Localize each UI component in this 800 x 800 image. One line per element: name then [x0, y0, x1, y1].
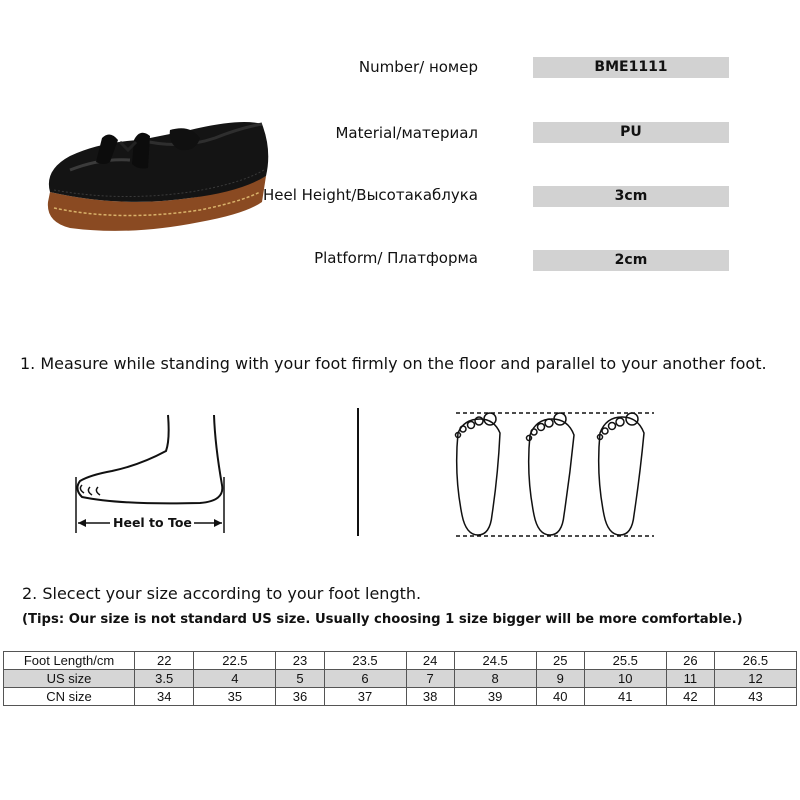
- table-cell: 10: [584, 670, 666, 688]
- step1-instruction: 1. Measure while standing with your foot firmly on the floor and parallel to your another foot.: [20, 354, 767, 373]
- table-cell: 4: [194, 670, 276, 688]
- table-cell: 22.5: [194, 652, 276, 670]
- table-cell: 8: [454, 670, 536, 688]
- shoe-image: [40, 110, 280, 240]
- size-tips: (Tips: Our size is not standard US size. Usually choosing 1 size bigger will be more comfortable.): [22, 612, 743, 627]
- table-cell: 26.5: [714, 652, 796, 670]
- row-header: CN size: [4, 688, 135, 706]
- spec-value-heel-height: 3cm: [533, 186, 729, 207]
- spec-label-platform: Platform/ Платформа: [314, 249, 478, 267]
- table-cell: 35: [194, 688, 276, 706]
- table-cell: 40: [536, 688, 584, 706]
- table-cell: 24.5: [454, 652, 536, 670]
- table-row: [4, 670, 797, 688]
- table-cell: 9: [536, 670, 584, 688]
- spec-value-platform: 2cm: [533, 250, 729, 271]
- heel-to-toe-label: Heel to Toe: [113, 515, 192, 530]
- table-cell: 41: [584, 688, 666, 706]
- table-cell: 26: [666, 652, 714, 670]
- spec-label-material: Material/материал: [335, 124, 478, 142]
- table-cell: 22: [135, 652, 194, 670]
- row-header: Foot Length/cm: [4, 652, 135, 670]
- table-cell: 3.5: [135, 670, 194, 688]
- table-cell: 37: [324, 688, 406, 706]
- table-cell: 7: [406, 670, 454, 688]
- diagram-divider: [357, 408, 359, 536]
- table-cell: 25: [536, 652, 584, 670]
- table-cell: 23.5: [324, 652, 406, 670]
- table-cell: 39: [454, 688, 536, 706]
- table-cell: 38: [406, 688, 454, 706]
- table-row: [4, 652, 797, 670]
- spec-value-number: BME1111: [533, 57, 729, 78]
- table-cell: 25.5: [584, 652, 666, 670]
- table-cell: 36: [276, 688, 324, 706]
- table-cell: 34: [135, 688, 194, 706]
- foot-top-diagram: [450, 405, 660, 545]
- table-cell: 11: [666, 670, 714, 688]
- spec-value-material: PU: [533, 122, 729, 143]
- table-cell: 42: [666, 688, 714, 706]
- size-table: [3, 651, 797, 706]
- step2-instruction: 2. Slecect your size according to your foot length.: [22, 584, 422, 603]
- table-row: [4, 688, 797, 706]
- spec-label-number: Number/ номер: [358, 58, 478, 76]
- table-cell: 23: [276, 652, 324, 670]
- spec-label-heel-height: Heel Height/Высотакаблука: [262, 186, 478, 204]
- row-header: US size: [4, 670, 135, 688]
- table-cell: 6: [324, 670, 406, 688]
- table-cell: 43: [714, 688, 796, 706]
- table-cell: 5: [276, 670, 324, 688]
- table-cell: 24: [406, 652, 454, 670]
- table-cell: 12: [714, 670, 796, 688]
